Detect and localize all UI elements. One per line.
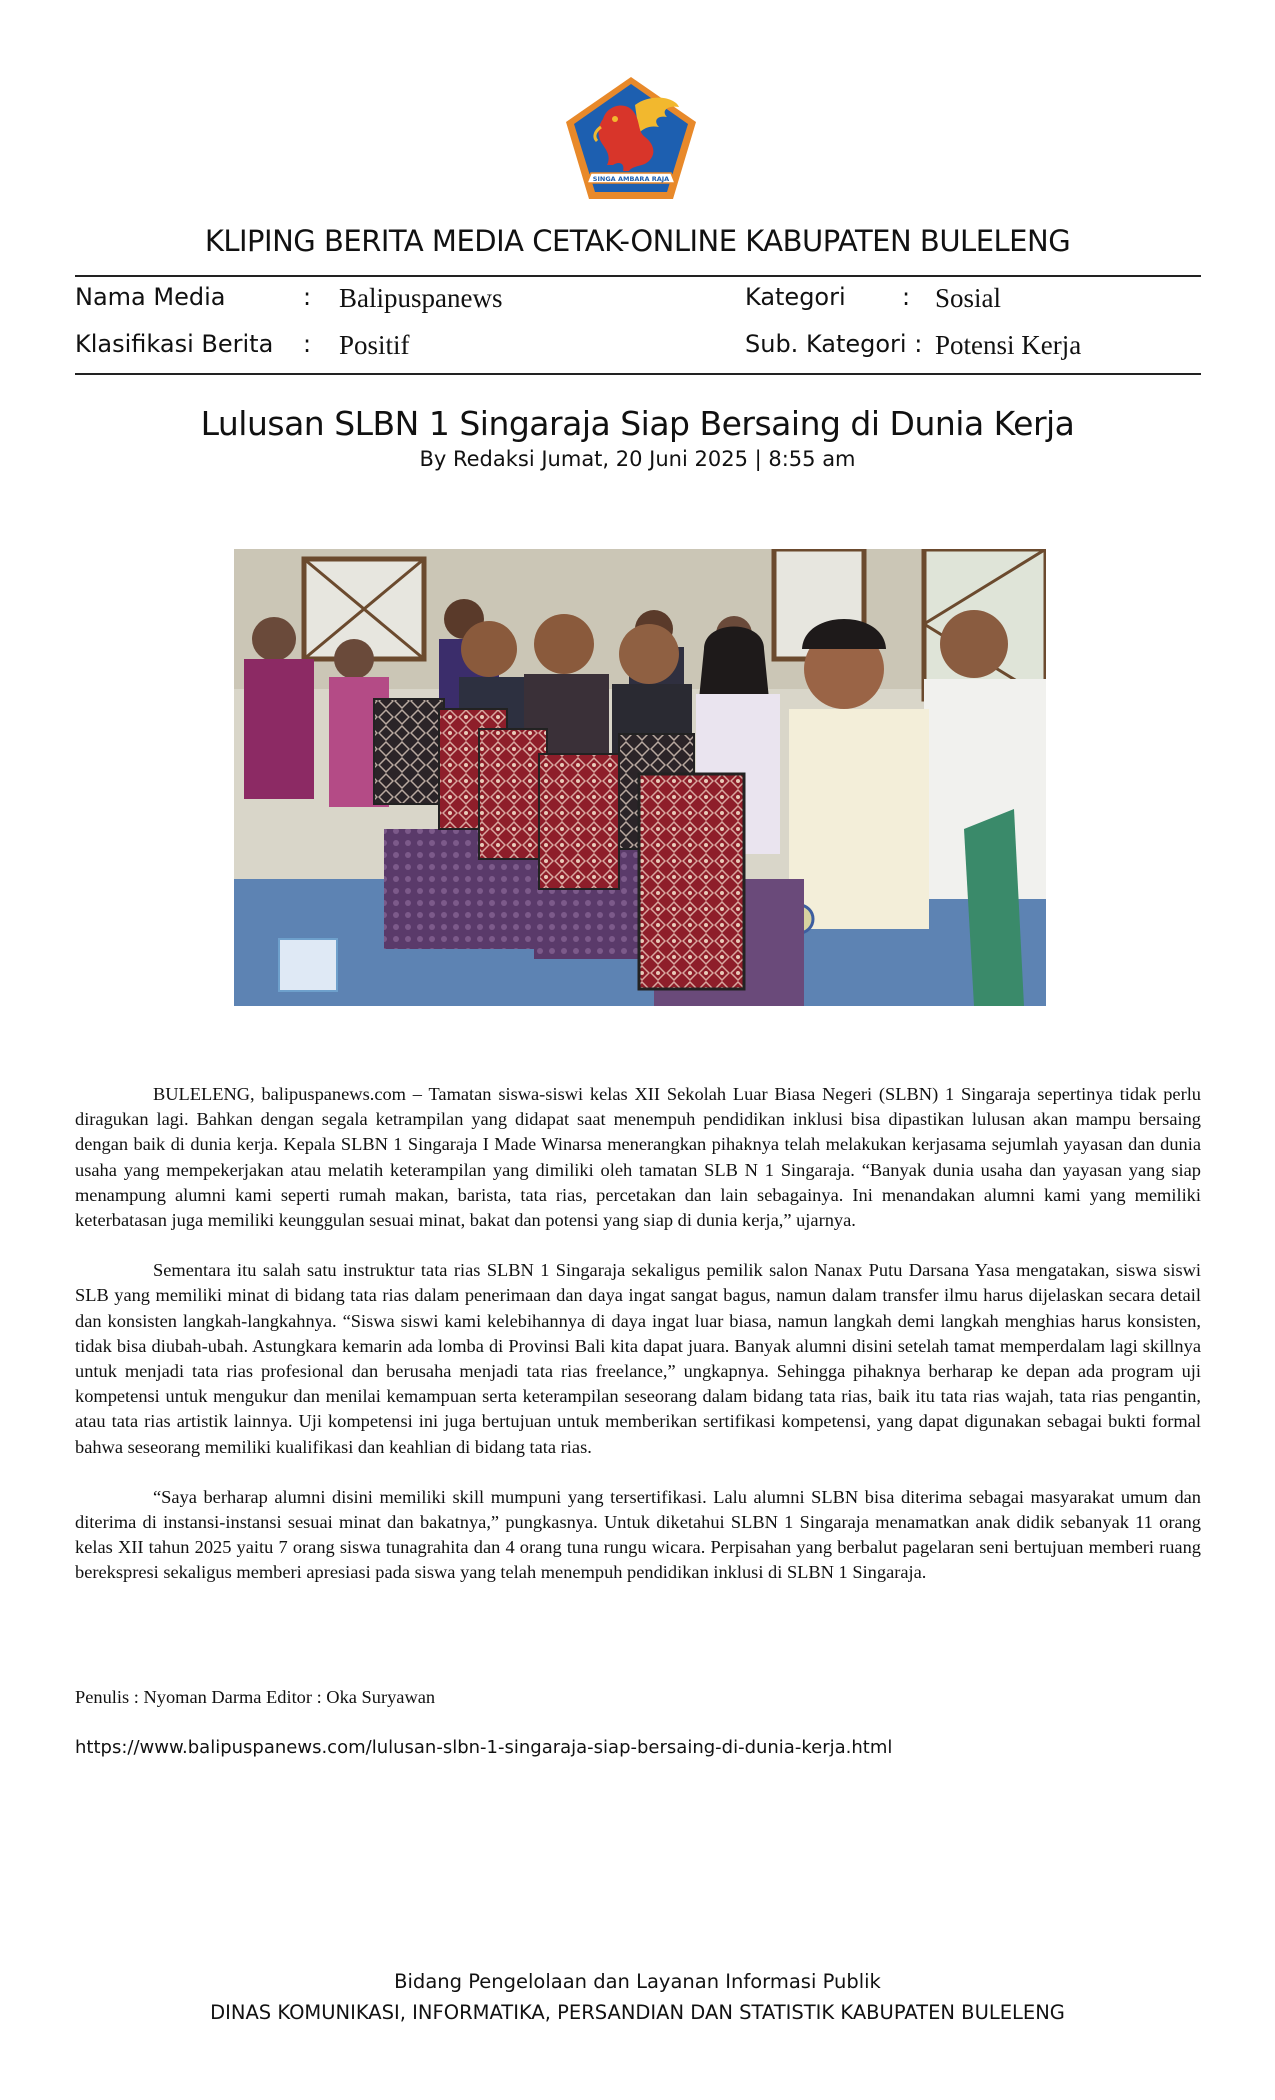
article-credits: Penulis : Nyoman Darma Editor : Oka Suryawan	[75, 1687, 436, 1707]
clipping-header-title: KLIPING BERITA MEDIA CETAK-ONLINE KABUPATEN BULELENG	[204, 224, 1071, 258]
article-photo	[234, 549, 1046, 1006]
article-paragraph-3: “Saya berharap alumni disini memiliki skill mumpuni yang tersertifikasi. Lalu alumni SLBN bisa diterima sebagai masyarakat umum dan diterima di instansi-instansi sesuai minat dan bakatnya,” pungkasnya. Untuk diketahui SLBN 1 Singaraja menamatkan anak didik sebanyak 11 orang kelas XII tahun 2025 yaitu 7 orang siswa tunagrahita dan 4 orang tuna rungu wicara. Perpisahan yang berbalut pagelaran seni bertujuan memberi ruang berekspresi sekaligus memberi apresiasi pada siswa yang telah menempuh pendidikan inklusi di SLBN 1 Singaraja.	[75, 1486, 1201, 1583]
klasifikasi-berita-label: Klasifikasi Berita	[75, 330, 274, 358]
singa-ambara-raja-emblem-icon	[563, 75, 699, 203]
article-paragraph-1: BULELENG, balipuspanews.com – Tamatan siswa-siswi kelas XII Sekolah Luar Biasa Negeri (SLBN) 1 Singaraja sepertinya tidak perlu diragukan lagi. Bahkan dengan segala ketrampilan yang didapat saat menempuh pendidikan inklusi bisa dipastikan lulusan akan mampu bersaing dengan baik di dunia kerja. Kepala SLBN 1 Singaraja I Made Winarsa menerangkan pihaknya telah melakukan kerjasama sejumlah yayasan dan dunia usaha yang mempekerjakan atau melatih keterampilan yang dimiliki oleh tamatan SLB N 1 Singaraja. “Banyak dunia usaha dan yayasan yang siap menampung alumni kami seperti rumah makan, barista, tata rias, percetakan dan lain sebagainya. Ini menandakan alumni kami yang memiliki keterbatasan juga memiliki keunggulan sesuai minat, bakat dan potensi yang siap di dunia kerja,” ujarnya.	[75, 1084, 1201, 1231]
nama-media-label: Nama Media	[75, 283, 226, 311]
kategori-label: Kategori	[745, 283, 846, 311]
source-url-link[interactable]: https://www.balipuspanews.com/lulusan-slbn-1-singaraja-siap-bersaing-di-dunia-kerja.html	[75, 1737, 893, 1758]
klasifikasi-colon: :	[303, 330, 312, 358]
sub-kategori-label: Sub. Kategori :	[745, 330, 923, 358]
footer-agency: DINAS KOMUNIKASI, INFORMATIKA, PERSANDIAN DAN STATISTIK KABUPATEN BULELENG	[210, 2001, 1065, 2024]
klasifikasi-berita-value: Positif	[339, 330, 410, 360]
divider-bottom	[75, 373, 1201, 375]
nama-media-colon: :	[303, 283, 312, 311]
logo-motto: SINGA AMBARA RAJA	[592, 175, 670, 183]
divider-top	[75, 275, 1201, 277]
kategori-value: Sosial	[935, 283, 1002, 313]
article-title: Lulusan SLBN 1 Singaraja Siap Bersaing di Dunia Kerja	[200, 404, 1075, 443]
sub-kategori-value: Potensi Kerja	[935, 330, 1082, 360]
footer-department: Bidang Pengelolaan dan Layanan Informasi Publik	[394, 1970, 881, 1993]
kategori-colon: :	[902, 283, 911, 311]
article-body	[75, 1082, 1201, 1611]
article-paragraph-2: Sementara itu salah satu instruktur tata rias SLBN 1 Singaraja sekaligus pemilik salon Nanax Putu Darsana Yasa mengatakan, siswa siswi SLB yang memiliki minat di bidang tata rias dalam penerimaan dan daya ingat sangat bagus, namun dalam transfer ilmu harus dijelaskan secara detail dan konsisten langkah-langkahnya. “Siswa siswi kami kelebihannya di daya ingat luar biasa, namun langkah demi langkah menghias harus konsisten, tidak bisa diubah-ubah. Astungkara kemarin ada lomba di Provinsi Bali kita dapat juara. Banyak alumni disini setelah tamat memperdalam lagi skillnya untuk menjadi tata rias profesional dan berusaha menjadi tata rias freelance,” ungkapnya. Sehingga pihaknya berharap ke depan ada program uji kompetensi untuk mengukur dan menilai kemampuan serta keterampilan seseorang dalam bidang tata rias, baik itu tata rias wajah, tata rias pengantin, atau tata rias artistik lainnya. Uji kompetensi ini juga bertujuan untuk memberikan sertifikasi kompetensi, yang dapat digunakan sebagai bukti formal bahwa seseorang memiliki kualifikasi dan keahlian di bidang tata rias.	[75, 1260, 1201, 1457]
article-byline: By Redaksi Jumat, 20 Juni 2025 | 8:55 am	[419, 447, 856, 471]
logo	[563, 75, 699, 203]
nama-media-value: Balipuspanews	[339, 283, 503, 313]
graduation-group-photo-icon	[234, 549, 1046, 1006]
